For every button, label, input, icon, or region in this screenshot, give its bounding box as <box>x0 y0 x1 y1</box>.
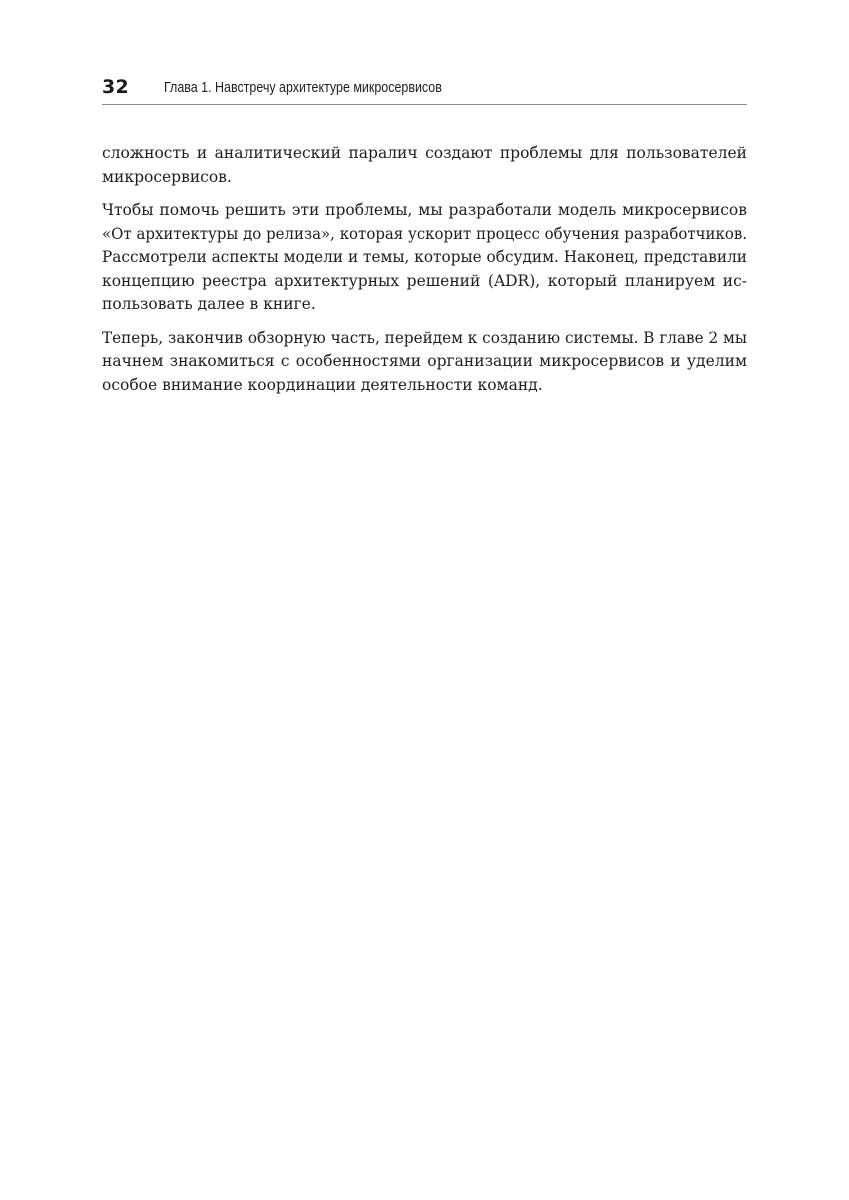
text-line: микросервисов. <box>102 167 232 186</box>
text-line: Чтобы помочь решить эти проблемы, мы разработали модель микросервисов <box>102 201 747 219</box>
text-line: Рассмотрели аспекты модели и темы, которые обсудим. Наконец, представили <box>102 248 747 266</box>
text-line: «От архитектуры до релиза», которая ускорит процесс обучения разработчиков. <box>102 224 747 243</box>
text-line: Теперь, закончив обзорную часть, перейдем к созданию системы. В главе 2 мы <box>102 328 747 347</box>
running-title: Глава 1. Навстречу архитектуре микросервисов <box>164 80 442 96</box>
paragraph-3 <box>102 327 747 398</box>
text-line: особое внимание координации деятельности команд. <box>102 375 543 394</box>
text-line: сложность и аналитический паралич создают проблемы для пользователей <box>102 144 747 162</box>
text-line: пользовать далее в книге. <box>102 295 316 313</box>
paragraph-1 <box>102 142 747 189</box>
body-text <box>102 142 747 407</box>
page-header <box>102 74 747 105</box>
text-line: концепцию реестра архитектурных решений (ADR), который планируем ис- <box>102 271 747 290</box>
text-line: начнем знакомиться с особенностями организации микросервисов и уделим <box>102 352 747 370</box>
paragraph-2 <box>102 199 747 317</box>
page-number: 32 <box>102 76 130 98</box>
